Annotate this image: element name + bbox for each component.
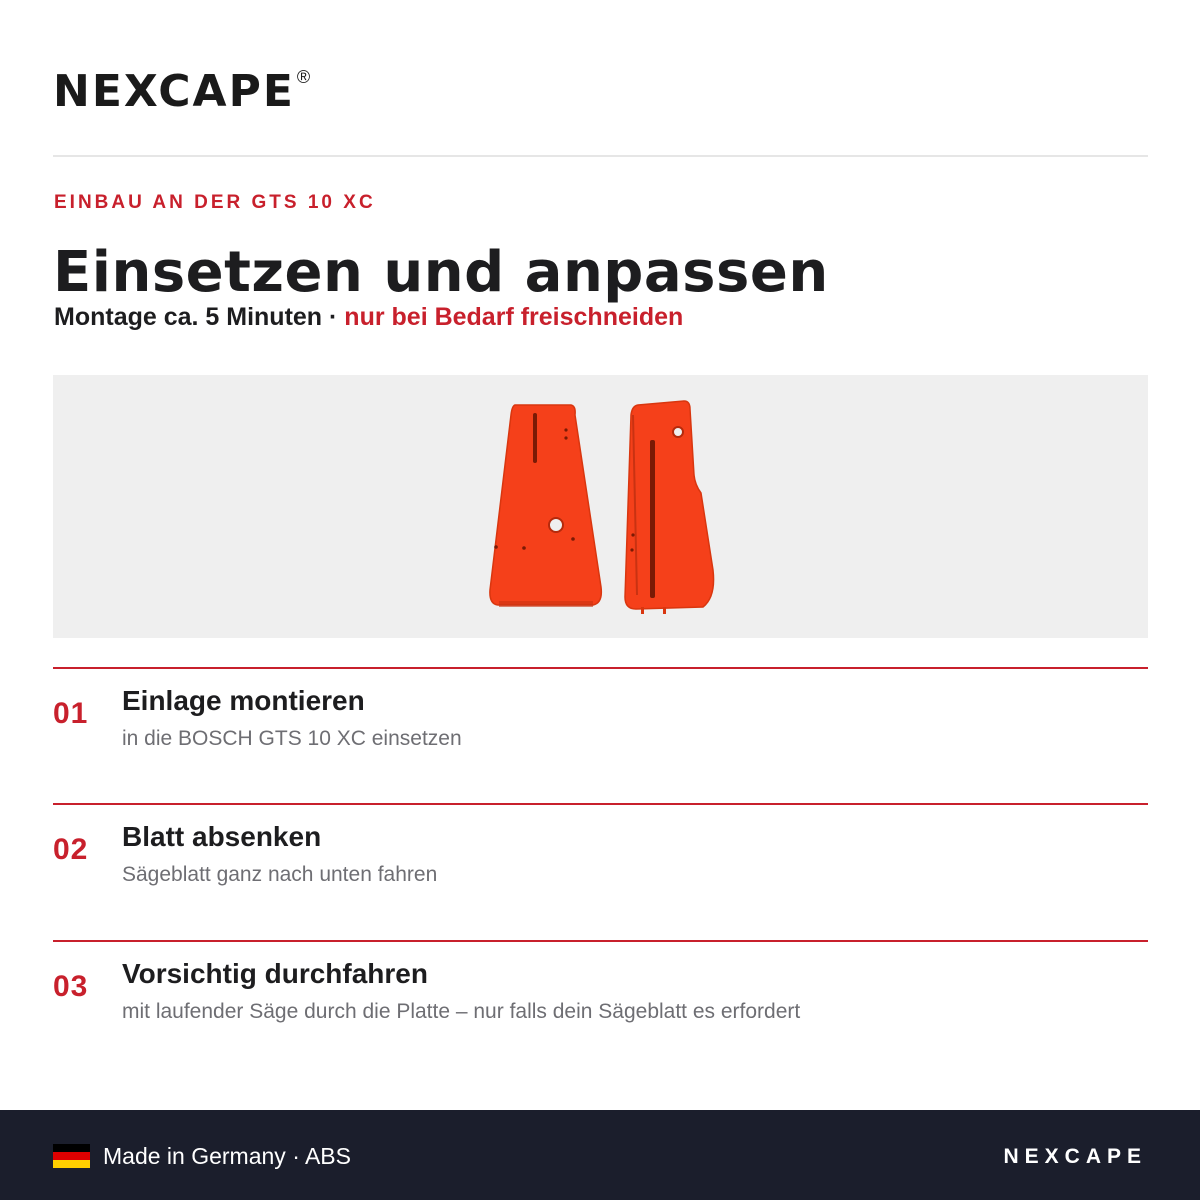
- page-title: Einsetzen und anpassen: [53, 240, 829, 305]
- step-description: in die BOSCH GTS 10 XC einsetzen: [122, 727, 462, 750]
- orange-table-saw-inserts-image: [53, 375, 1148, 638]
- subtitle-highlight: nur bei Bedarf freischneiden: [344, 303, 684, 331]
- brand-logo: [53, 66, 310, 118]
- step-2: [53, 803, 1148, 923]
- step-number: 03: [53, 970, 89, 1003]
- registered-mark: ®: [296, 67, 311, 87]
- germany-flag-icon: [53, 1144, 90, 1168]
- step-divider: [53, 803, 1148, 805]
- step-title: Blatt absenken: [122, 821, 322, 852]
- subtitle-main: Montage ca. 5 Minuten ·: [54, 303, 345, 331]
- made-in-label: Made in Germany · ABS: [103, 1143, 351, 1169]
- step-divider: [53, 940, 1148, 942]
- eyebrow-label: EINBAU AN DER GTS 10 XC: [54, 192, 376, 213]
- step-title: Einlage montieren: [122, 685, 365, 716]
- step-number: 01: [53, 697, 89, 730]
- step-3: [53, 940, 1148, 1060]
- logo-wordmark: NEXCAPE: [53, 66, 295, 117]
- step-description: Sägeblatt ganz nach unten fahren: [122, 863, 438, 886]
- footer-bar: [0, 1110, 1200, 1200]
- step-description: mit laufender Säge durch die Platte – nur falls dein Sägeblatt es erfordert: [122, 1000, 801, 1023]
- footer-brand: NEXCAPE: [1003, 1145, 1147, 1168]
- product-image: [53, 375, 1148, 638]
- step-divider: [53, 667, 1148, 669]
- header-divider: [53, 155, 1148, 157]
- step-number: 02: [53, 833, 89, 866]
- step-title: Vorsichtig durchfahren: [122, 958, 428, 989]
- step-1: [53, 667, 1148, 787]
- page-subtitle: [54, 303, 683, 332]
